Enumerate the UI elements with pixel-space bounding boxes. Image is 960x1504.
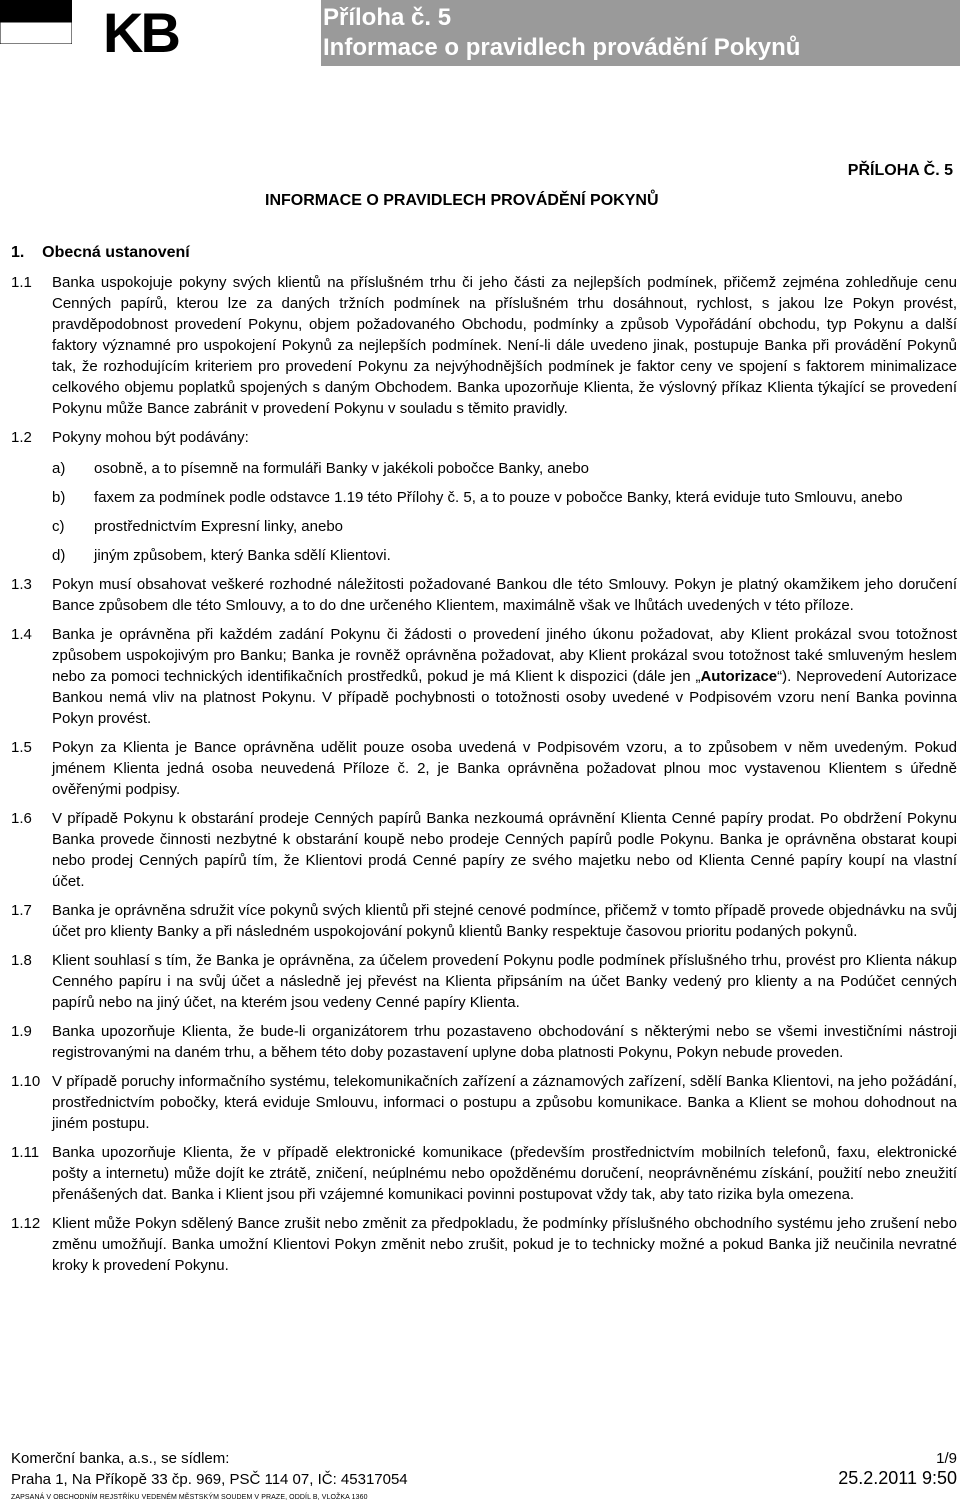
list-item-text: prostřednictvím Expresní linky, anebo bbox=[94, 518, 344, 535]
paragraph-text: Klient souhlasí s tím, že Banka je oprávněna, za účelem provedení Pokynu podle podmínek příslušného trhu, provést pro Klienta nákup Cenného papíru i na svůj účet a následně jej převést na Klienta připsáním na účet Banky vedený pro klienty a na Podúčet cenných papírů nebo na jiný účet, na kterém jsou vedeny Cenné papíry Klienta. bbox=[52, 952, 957, 1011]
logo bbox=[0, 0, 315, 66]
list-item-text: faxem za podmínek podle odstavce 1.19 této Přílohy č. 5, a to pouze v pobočce Banky, která eviduje tuto Smlouvu, anebo bbox=[94, 489, 903, 506]
paragraph-number: 1.3 bbox=[11, 576, 32, 593]
defined-term: Autorizace bbox=[700, 668, 778, 685]
paragraph-text-part: Banka je oprávněna při každém zadání Pokynu či žádosti o provedení jiného úkonu požadovat, aby Klient prokázal svou totožnost způsobem uspokojivým pro Banku; Banka je rovněž oprávněna požadovat, aby Klient prokázal svou totožnost také smluveným heslem nebo za pomoci technických identifikačních prostředků, pokud je má Klient k dispozici (dále jen „ bbox=[52, 626, 957, 685]
paragraph-text: Pokyny mohou být podávány: bbox=[52, 429, 249, 446]
annex-label: PŘÍLOHA Č. 5 bbox=[847, 162, 953, 179]
paragraph-number: 1.11 bbox=[11, 1144, 40, 1161]
page-footer bbox=[11, 1450, 957, 1502]
kb-logo-mark-icon bbox=[0, 0, 72, 44]
paragraph bbox=[11, 950, 957, 1013]
paragraph-text bbox=[52, 624, 957, 729]
list-item-letter: b) bbox=[52, 489, 66, 506]
list-item bbox=[52, 516, 957, 537]
paragraph bbox=[11, 737, 957, 800]
paragraph bbox=[11, 574, 957, 616]
section-heading: 1. Obecná ustanovení bbox=[11, 244, 190, 261]
list-item-letter: d) bbox=[52, 547, 66, 564]
page-number: 1/9 bbox=[936, 1450, 957, 1467]
list-item-text: osobně, a to písemně na formuláři Banky v jakékoli pobočce Banky, anebo bbox=[94, 460, 590, 477]
paragraph-text: Banka upozorňuje Klienta, že v případě elektronické komunikace (především prostřednictvím mobilních telefonů, faxu, elektronické pošty a internetu) může dojít ke ztrátě, zničení, neúplnému nebo opožděnému doručení, neoprávněnému získání, použití nebo zneužití přenášených dat. Banka i Klient jsou při vzájemné komunikaci povinni postupovat vždy tak, aby tato rizika byla omezena. bbox=[52, 1144, 957, 1203]
header-document-title: Informace o pravidlech provádění Pokynů bbox=[323, 34, 801, 61]
paragraph bbox=[11, 427, 957, 448]
paragraph-text: Banka uspokojuje pokyny svých klientů na příslušném trhu či jeho části za nejlepších podmínek, přičemž zejména zohledňuje cenu Cenných papírů, kterou lze za daných tržních podmínek na příslušném trhu dosáhnout, rychlost, s jakou lze Pokyn provést, pravděpodobnost provedení Pokynu, objem požadovaného Obchodu, podmínky a způsob Vypořádání obchodu, typ Pokynu a další faktory významné pro uspokojení Pokynů za nejlepších podmínek. Není-li dále uvedeno jinak, postupuje Banka při provádění Pokynů tak, že rozhodujícím kriteriem pro provedení Pokynu za nejvýhodnějších podmínek je faktor ceny ve spojení s faktorem minimalizace celkového objemu poplatků spojených s daným Obchodem. Banka upozorňuje Klienta, že výslovný příkaz Klienta týkající se provedení Pokynu může Bance zabránit v provedení Pokynu v souladu s těmito pravidly. bbox=[52, 274, 957, 417]
list-item bbox=[52, 487, 957, 508]
paragraph bbox=[11, 624, 957, 729]
footer-address: Praha 1, Na Příkopě 33 čp. 969, PSČ 114 07, IČ: 45317054 bbox=[11, 1471, 408, 1488]
list-item bbox=[52, 545, 957, 566]
paragraph-text: Pokyn za Klienta je Bance oprávněna udělit pouze osoba uvedená v Podpisovém vzoru, a to způsobem v něm uvedeným. Pokud jménem Klienta jedná osoba neuvedená Příloze č. 2, je Banka oprávněna požadovat plnou moc vystavenou Klientem s úředně ověřenými podpisy. bbox=[52, 739, 957, 798]
paragraph-text: Pokyn musí obsahovat veškeré rozhodné náležitosti požadované Bankou dle této Smlouvy. Pokyn je platný okamžikem jeho doručení Bance způsobem dle této Smlouvy, a to do dne určeného Klientem, maximálně však ve lhůtách uvedených v této příloze. bbox=[52, 576, 957, 614]
paragraph-text: V případě Pokynu k obstarání prodeje Cenných papírů Banka nezkoumá oprávnění Klienta Cenné papíry prodat. Po obdržení Pokynu Banka provede činnosti nezbytné k obstarání koupě nebo prodeje Cenných papírů podle Pokynu. Banka je oprávněna obstarat koupi nebo prodej Cenných papírů tím, že Klientovi prodá Cenné papíry ze svého majetku nebo od Klienta Cenné papíry koupí na vlastní účet. bbox=[52, 810, 957, 890]
document-body bbox=[11, 272, 957, 1284]
paragraph bbox=[11, 1142, 957, 1205]
paragraph bbox=[11, 1071, 957, 1134]
paragraph-number: 1.5 bbox=[11, 739, 32, 756]
paragraph-number: 1.8 bbox=[11, 952, 32, 969]
paragraph-text: Banka je oprávněna sdružit více pokynů svých klientů při stejné cenové podmínce, přičemž v tomto případě provede objednávku na svůj účet pro klienty Banky a při následném uspokojování pokynů klientů Banky respektuje časovou prioritu podaných pokynů. bbox=[52, 902, 957, 940]
paragraph-number: 1.10 bbox=[11, 1073, 41, 1090]
paragraph-text: Banka upozorňuje Klienta, že bude-li organizátorem trhu pozastaveno obchodování s některými nebo se všemi investičními nástroji registrovanými na daném trhu, a během této doby pozastavení uplyne doba platnosti Pokynu, Pokyn nebude proveden. bbox=[52, 1023, 957, 1061]
list-item-letter: a) bbox=[52, 460, 66, 477]
document-title: INFORMACE O PRAVIDLECH PROVÁDĚNÍ POKYNŮ bbox=[265, 192, 659, 209]
footer-date: 25.2.2011 9:50 bbox=[838, 1468, 957, 1488]
paragraph bbox=[11, 900, 957, 942]
header-band bbox=[321, 0, 960, 66]
paragraph-number: 1.9 bbox=[11, 1023, 32, 1040]
paragraph bbox=[11, 1213, 957, 1276]
paragraph-number: 1.4 bbox=[11, 626, 32, 643]
list-item bbox=[52, 458, 957, 479]
paragraph-text: Klient může Pokyn sdělený Bance zrušit nebo změnit za předpokladu, že podmínky příslušného obchodního systému jeho zrušení nebo změnu umožňují. Banka umožní Klientovi Pokyn změnit nebo zrušit, pokud je to technicky možné a pokud Banka již neučinila nevratné kroky k provedení Pokynu. bbox=[52, 1215, 957, 1274]
list-item-text: jiným způsobem, který Banka sdělí Klientovi. bbox=[94, 547, 391, 564]
paragraph-number: 1.1 bbox=[11, 274, 32, 291]
paragraph bbox=[11, 808, 957, 892]
footer-registry: ZAPSANÁ V OBCHODNÍM REJSTŘÍKU VEDENÉM MĚSTSKÝM SOUDEM V PRAZE, ODDÍL B, VLOŽKA 1360 bbox=[11, 1494, 368, 1501]
paragraph-number: 1.2 bbox=[11, 429, 32, 446]
header-annex-title: Příloha č. 5 bbox=[323, 4, 452, 31]
paragraph bbox=[11, 1021, 957, 1063]
paragraph-number: 1.12 bbox=[11, 1215, 41, 1232]
paragraph-number: 1.7 bbox=[11, 902, 32, 919]
paragraph-text: V případě poruchy informačního systému, telekomunikačních zařízení a záznamových zařízení, sdělí Banka Klientovi, na jeho požádání, prostřednictvím pobočky, která eviduje Smlouvu, informaci o postupu a způsobu komunikace. Banka a Klient se mohou dohodnout na jiném postupu. bbox=[52, 1073, 957, 1132]
paragraph-number: 1.6 bbox=[11, 810, 32, 827]
footer-company: Komerční banka, a.s., se sídlem: bbox=[11, 1450, 230, 1467]
paragraph bbox=[11, 272, 957, 419]
logo-brand-text: KB bbox=[103, 1, 178, 64]
list-item-letter: c) bbox=[52, 518, 65, 535]
paragraph-text-part: “). Neprovedení Autorizace Bankou nemá vliv na platnost Pokynu. V případě pochybnosti o totožnosti osoby uvedené v Podpisovém vzoru není Banka povinna Pokyn provést. bbox=[52, 668, 957, 727]
